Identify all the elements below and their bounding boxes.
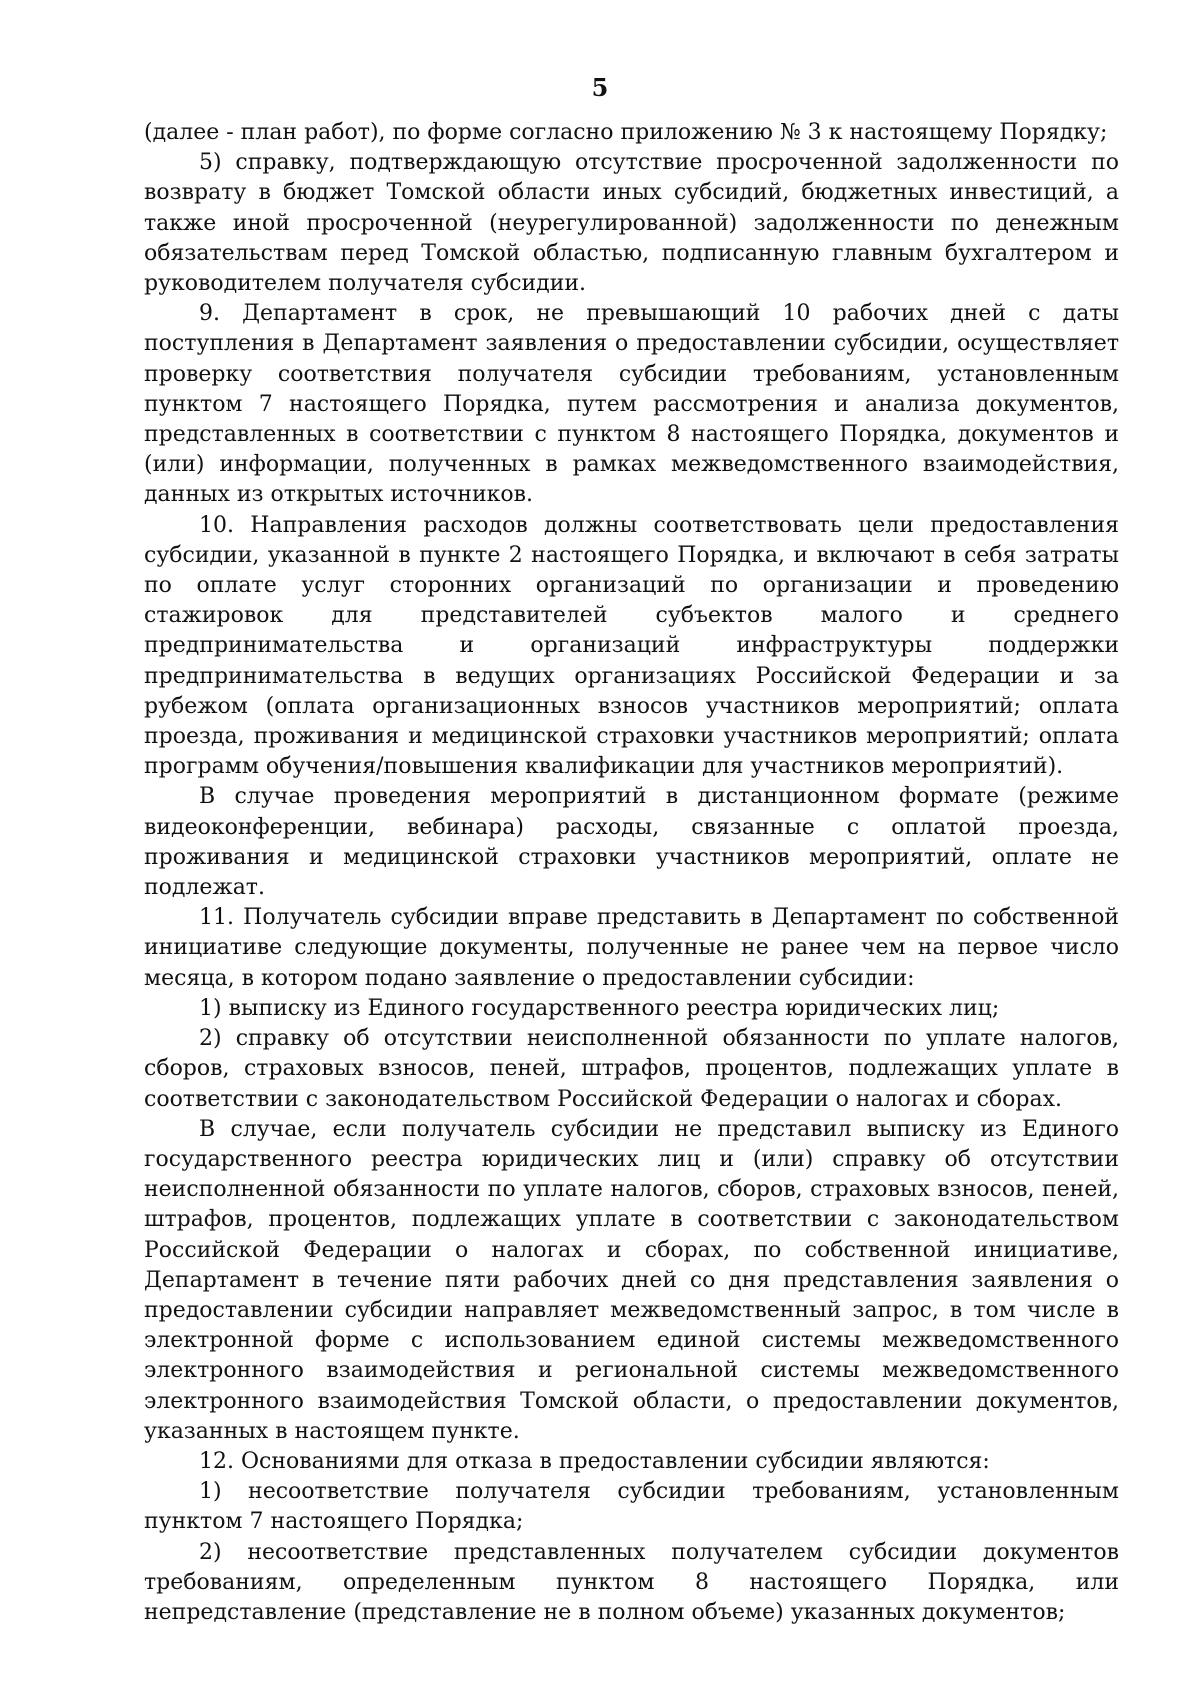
paragraph-refusal-ground-2: 2) несоответствие представленных получателем субсидии документов требованиям, определенным пунктом 8 настоящего Порядка, или непредставление (представление не в полном объеме) указанных документов; [144, 1539, 1119, 1625]
paragraph-item-2-tax-certificate: 2) справку об отсутствии неисполненной обязанности по уплате налогов, сборов, страховых взносов, пеней, штрафов, процентов, подлежащих уплате в соответствии с законодательством Российской Федерации о налогах и сборах. [144, 1026, 1119, 1112]
paragraph-interagency-request: В случае, если получатель субсидии не представил выписку из Единого государственного реестра юридических лиц и (или) справку об отсутствии неисполненной обязанности по уплате налогов, сборов, страховых взносов, пеней, штрафов, процентов, подлежащих уплате в соответствии с законодательством Российской Федерации о налогах и сборах, по собственной инициативе, Департамент в течение пяти рабочих дней со дня представления заявления о предоставлении субсидии направляет межведомственный запрос, в том числе в электронной форме с использованием единой системы межведомственного электронного взаимодействия и региональной системы межведомственного электронного взаимодействия Томской области, о предоставлении документов, указанных в настоящем пункте. [144, 1116, 1119, 1444]
document-body [144, 118, 1119, 1628]
paragraph-item-5: 5) справку, подтверждающую отсутствие просроченной задолженности по возврату в бюджет Томской области иных субсидий, бюджетных инвестиций, а также иной просроченной (неурегулированной) задолженности по денежным обязательствам перед Томской областью, подписанную главным бухгалтером и руководителем получателя субсидии. [144, 150, 1119, 297]
paragraph-continuation: (далее - план работ), по форме согласно приложению № 3 к настоящему Порядку; [144, 120, 1108, 145]
paragraph-clause-9: 9. Департамент в срок, не превышающий 10 рабочих дней с даты поступления в Департамент заявления о предоставлении субсидии, осуществляет проверку соответствия получателя субсидии требованиям, установленным пунктом 7 настоящего Порядка, путем рассмотрения и анализа документов, представленных в соответствии с пунктом 8 настоящего Порядка, документов и (или) информации, полученных в рамках межведомственного взаимодействия, данных из открытых источников. [144, 301, 1119, 508]
paragraph-clause-11: 11. Получатель субсидии вправе представить в Департамент по собственной инициативе следующие документы, полученные не ранее чем на первое число месяца, в котором подано заявление о предоставлении субсидии: [144, 905, 1119, 991]
paragraph-remote-format: В случае проведения мероприятий в дистанционном формате (режиме видеоконференции, вебинара) расходы, связанные с оплатой проезда, проживания и медицинской страховки участников мероприятий, оплате не подлежат. [144, 784, 1119, 901]
paragraph-clause-10: 10. Направления расходов должны соответствовать цели предоставления субсидии, указанной в пункте 2 настоящего Порядка, и включают в себя затраты по оплате услуг сторонних организаций по организации и проведению стажировок для представителей субъектов малого и среднего предпринимательства и организаций инфраструктуры поддержки предпринимательства в ведущих организациях Российской Федерации и за рубежом (оплата организационных взносов участников мероприятий; оплата проезда, проживания и медицинской страховки участников мероприятий; оплата программ обучения/повышения квалификации для участников мероприятий). [144, 512, 1119, 780]
paragraph-item-1-extract: 1) выписку из Единого государственного реестра юридических лиц; [199, 995, 1000, 1021]
page-number: 5 [591, 73, 609, 102]
paragraph-clause-12: 12. Основаниями для отказа в предоставлении субсидии являются: [199, 1448, 990, 1474]
paragraph-refusal-ground-1: 1) несоответствие получателя субсидии требованиям, установленным пунктом 7 настоящего Порядка; [144, 1479, 1119, 1535]
